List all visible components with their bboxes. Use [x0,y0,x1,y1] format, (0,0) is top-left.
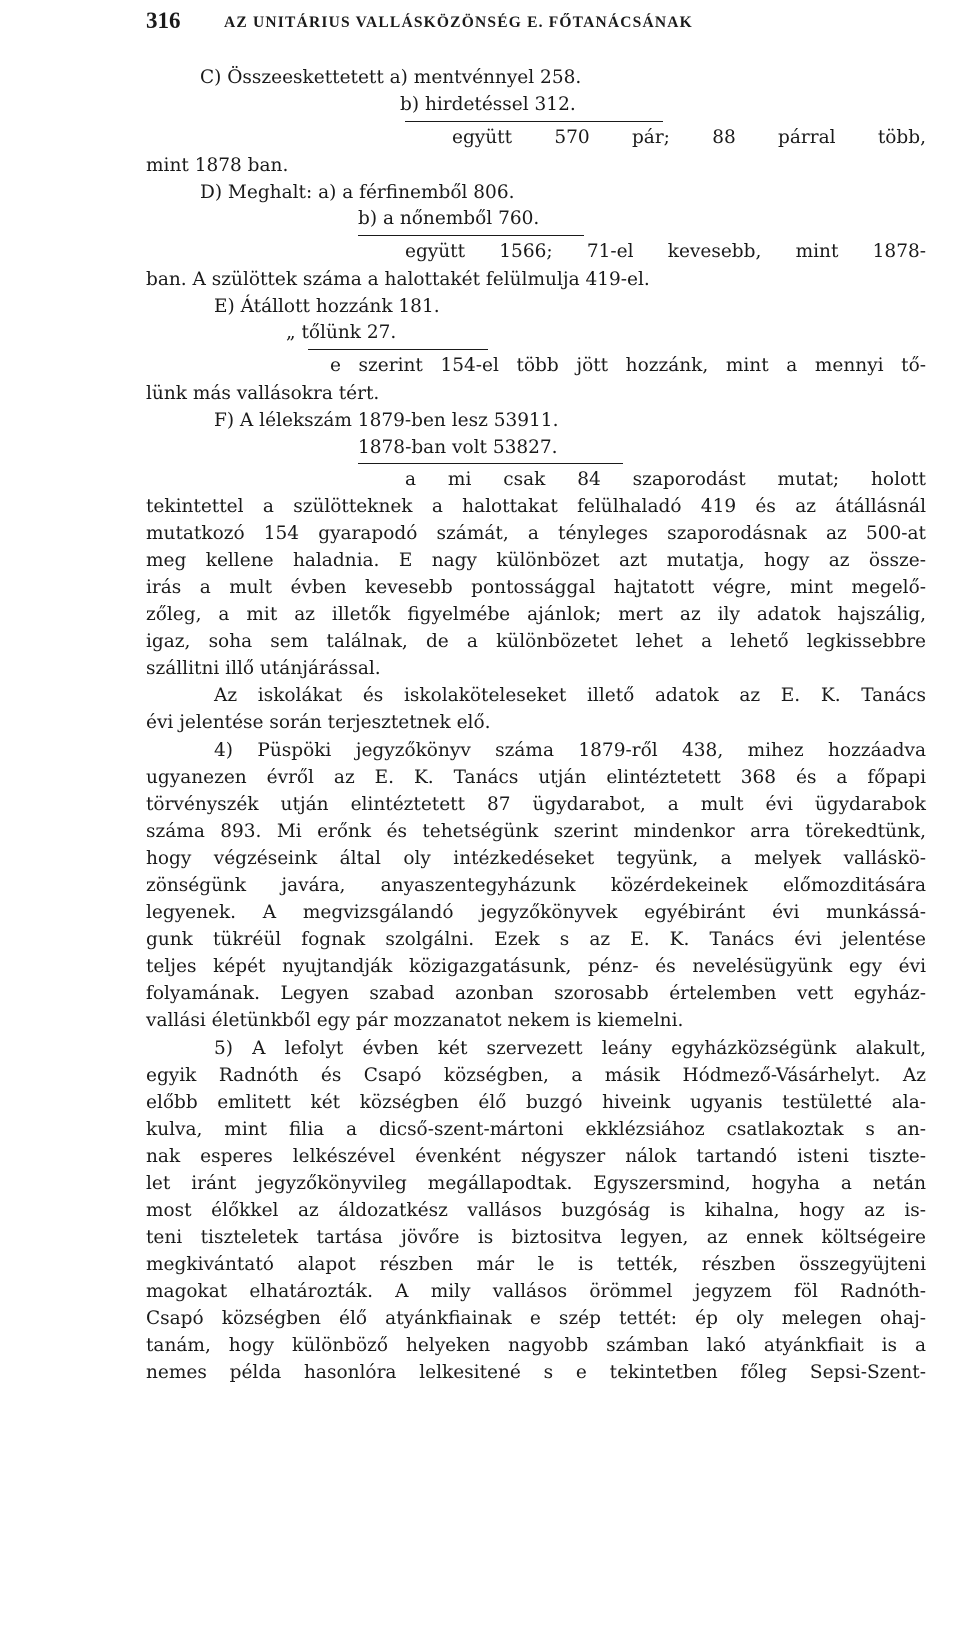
text-line: irás a mult évben kevesebb pontossággal hajtatott végre, mint megelő- [146,577,926,598]
text-line: F) A lélekszám 1879-ben lesz 53911. [214,410,559,431]
text-line: teni tiszteletek tartása jövőre is biztositva legyen, az ennek költségeire [146,1227,926,1248]
text-line: mint 1878 ban. [146,155,289,176]
text-line: zönségünk javára, anyaszentegyházunk közérdekeinek előmozditására [146,875,926,896]
text-line: E) Átállott hozzánk 181. [214,296,440,317]
sum-rule [308,349,488,350]
text-line: b) a nőnemből 760. [358,208,540,229]
text-line: megkivántató alapot részben már le is tették, részben összegyüjteni [146,1254,926,1275]
text-line: tanám, hogy különböző helyeken nagyobb számban lakó atyánkfiait is a [146,1335,926,1356]
text-line: nemes példa hasonlóra lelkesitené s e tekintetben főleg Sepsi-Szent- [146,1362,926,1383]
sum-rule [405,121,663,122]
text-line: legyenek. A megvizsgálandó jegyzőkönyvek egyébiránt évi munkássá- [146,902,926,923]
sum-rule [358,463,623,464]
text-line: a mi csak 84 szaporodást mutat; holott [405,469,926,490]
text-line: let iránt jegyzőkönyvileg megállapodtak. Egyszersmind, hogyha a netán [146,1173,926,1194]
text-line: magokat elhatározták. A mily vallásos örömmel jegyzem föl Radnóth- [146,1281,926,1302]
text-line: együtt 570 pár; 88 párral több, [452,127,926,148]
text-line: b) hirdetéssel 312. [400,94,576,115]
text-line: 5) A lefolyt évben két szervezett leány egyházközségünk alakult, [214,1038,926,1059]
text-line: zőleg, a mit az illetők figyelmébe ajánlok; mert az ily adatok hajszálig, [146,604,926,625]
text-line: 1878-ban volt 53827. [358,437,558,458]
text-line: teljes képét nyujtandják közigazgatásunk, pénz- és nevelésügyünk egy évi [146,956,926,977]
text-line: szállitni illő utánjárással. [146,658,381,679]
text-line: most élőkkel az áldozatkész vallásos buzgóság is kihalna, hogy az is- [146,1200,926,1221]
text-line: egyik Radnóth és Csapó községben, a másik Hódmező-Vásárhelyt. Az [146,1065,926,1086]
page-header [146,4,926,38]
text-line: meg kellene haladnia. E nagy különbözet azt mutatja, hogy az össze- [146,550,926,571]
text-line: Az iskolákat és iskolaköteleseket illető adatok az E. K. Tanács [214,685,926,706]
text-line: előbb emlitett két községben élő buzgó hiveink ugyanis testületté ala- [146,1092,926,1113]
text-line: mutatkozó 154 gyarapodó számát, a tényleges szaporodásnak az 500-at [146,523,926,544]
text-line: gunk tükréül fognak szolgálni. Ezek s az E. K. Tanács évi jelentése [146,929,926,950]
text-line: ban. A szülöttek száma a halottakét felülmulja 419-el. [146,269,650,290]
text-line: Csapó községben élő atyánkfiainak e szép tettét: ép oly melegen ohaj- [146,1308,926,1329]
text-line: vallási életünkből egy pár mozzanatot nekem is kiemelni. [146,1010,684,1031]
text-line: „ tőlünk 27. [286,322,397,343]
text-line: hogy végzéseink által oly intézkedéseket tegyünk, a melyek valláskö- [146,848,926,869]
text-line: együtt 1566; 71-el kevesebb, mint 1878- [405,241,926,262]
sum-rule [358,235,584,236]
text-line: D) Meghalt: a) a férfinemből 806. [200,182,515,203]
text-line: tekintettel a szülötteknek a halottakat felülhaladó 419 és az átállásnál [146,496,926,517]
text-line: évi jelentése során terjesztetnek elő. [146,712,491,733]
text-line: igaz, soha sem találnak, de a különbözetet lehet a lehető legkissebbre [146,631,926,652]
text-line: törvényszék utján elintéztetett 87 ügydarabot, a mult évi ügydarabok [146,794,926,815]
text-line: folyamának. Legyen szabad azonban szorosabb értelemben vett egyház- [146,983,926,1004]
text-line: ugyanezen évről az E. K. Tanács utján elintéztetett 368 és a főpapi [146,767,926,788]
page-number: 316 [146,8,181,33]
text-line: C) Összeeskettetett a) mentvénnyel 258. [200,67,582,88]
running-title: AZ UNITÁRIUS VALLÁSKÖZÖNSÉG E. FŐTANÁCSÁNAK [224,14,693,31]
text-line: lünk más vallásokra tért. [146,383,380,404]
text-line: kulva, mint filia a dicső-szent-mártoni ekklézsiához csatlakoztak s an- [146,1119,926,1140]
text-line: nak esperes lelkészével évenként négyszer nálok tartandó isteni tiszte- [146,1146,926,1167]
text-line: száma 893. Mi erőnk és tehetségünk szerint mindenkor arra törekedtünk, [146,821,926,842]
text-line: e szerint 154-el több jött hozzánk, mint a mennyi tő- [330,355,926,376]
text-line: 4) Püspöki jegyzőkönyv száma 1879-ről 438, mihez hozzáadva [214,740,926,761]
